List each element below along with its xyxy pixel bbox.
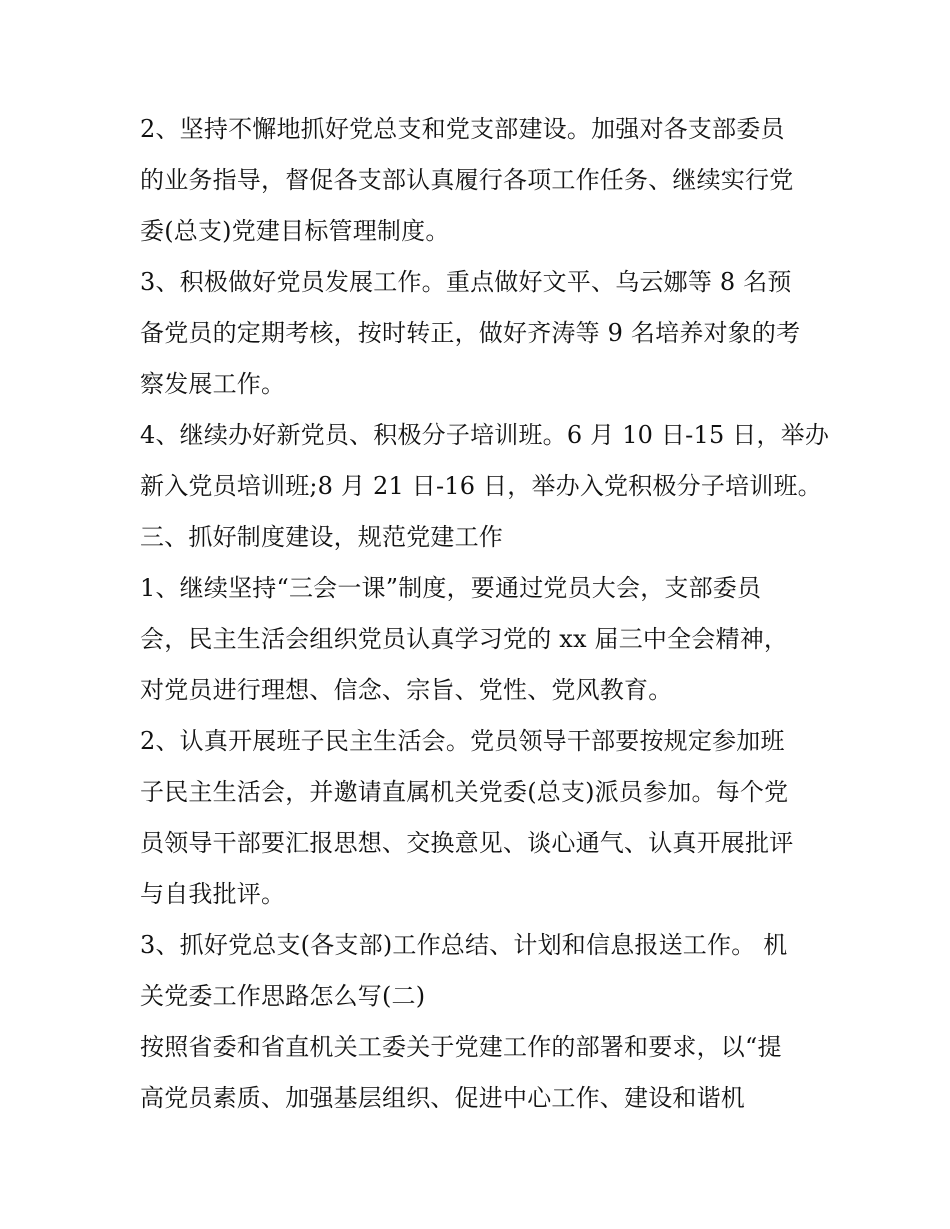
text-line: 4、继续办好新党员、积极分子培训班。6 月 10 日-15 日，举办 [140,421,830,449]
text-line: 员领导干部要汇报思想、交换意见、谈心通气、认真开展批评 [140,829,794,857]
text-line: 2、认真开展班子民主生活会。党员领导干部要按规定参加班 [140,727,785,755]
text-line: 察发展工作。 [140,370,286,398]
text-line: 高党员素质、加强基层组织、促进中心工作、建设和谐机 [140,1084,745,1112]
text-line: 3、积极做好党员发展工作。重点做好文平、乌云娜等 8 名预 [140,268,792,296]
text-line: 新入党员培训班;8 月 21 日-16 日，举办入党积极分子培训班。 [140,472,822,500]
text-line: 1、继续坚持“三会一课”制度，要通过党员大会，支部委员 [140,574,762,602]
text-line: 子民主生活会，并邀请直属机关党委(总支)派员参加。每个党 [140,778,789,806]
text-line: 与自我批评。 [140,880,286,908]
section-heading: 三、抓好制度建设，规范党建工作 [140,523,503,551]
text-line: 委(总支)党建目标管理制度。 [140,217,450,245]
text-line: 关党委工作思路怎么写(二) [140,982,426,1010]
text-line: 备党员的定期考核，按时转正，做好齐涛等 9 名培养对象的考 [140,319,801,347]
text-line: 2、坚持不懈地抓好党总支和党支部建设。加强对各支部委员 [140,115,785,143]
text-line: 的业务指导，督促各支部认真履行各项工作任务、继续实行党 [140,166,794,194]
text-line: 会，民主生活会组织党员认真学习党的 xx 届三中全会精神， [140,625,789,653]
text-line: 对党员进行理想、信念、宗旨、党性、党风教育。 [140,676,673,704]
body-text [140,104,830,1124]
text-line: 按照省委和省直机关工委关于党建工作的部署和要求，以“提 [140,1033,782,1061]
text-line: 3、抓好党总支(各支部)工作总结、计划和信息报送工作。 机 [140,931,788,959]
